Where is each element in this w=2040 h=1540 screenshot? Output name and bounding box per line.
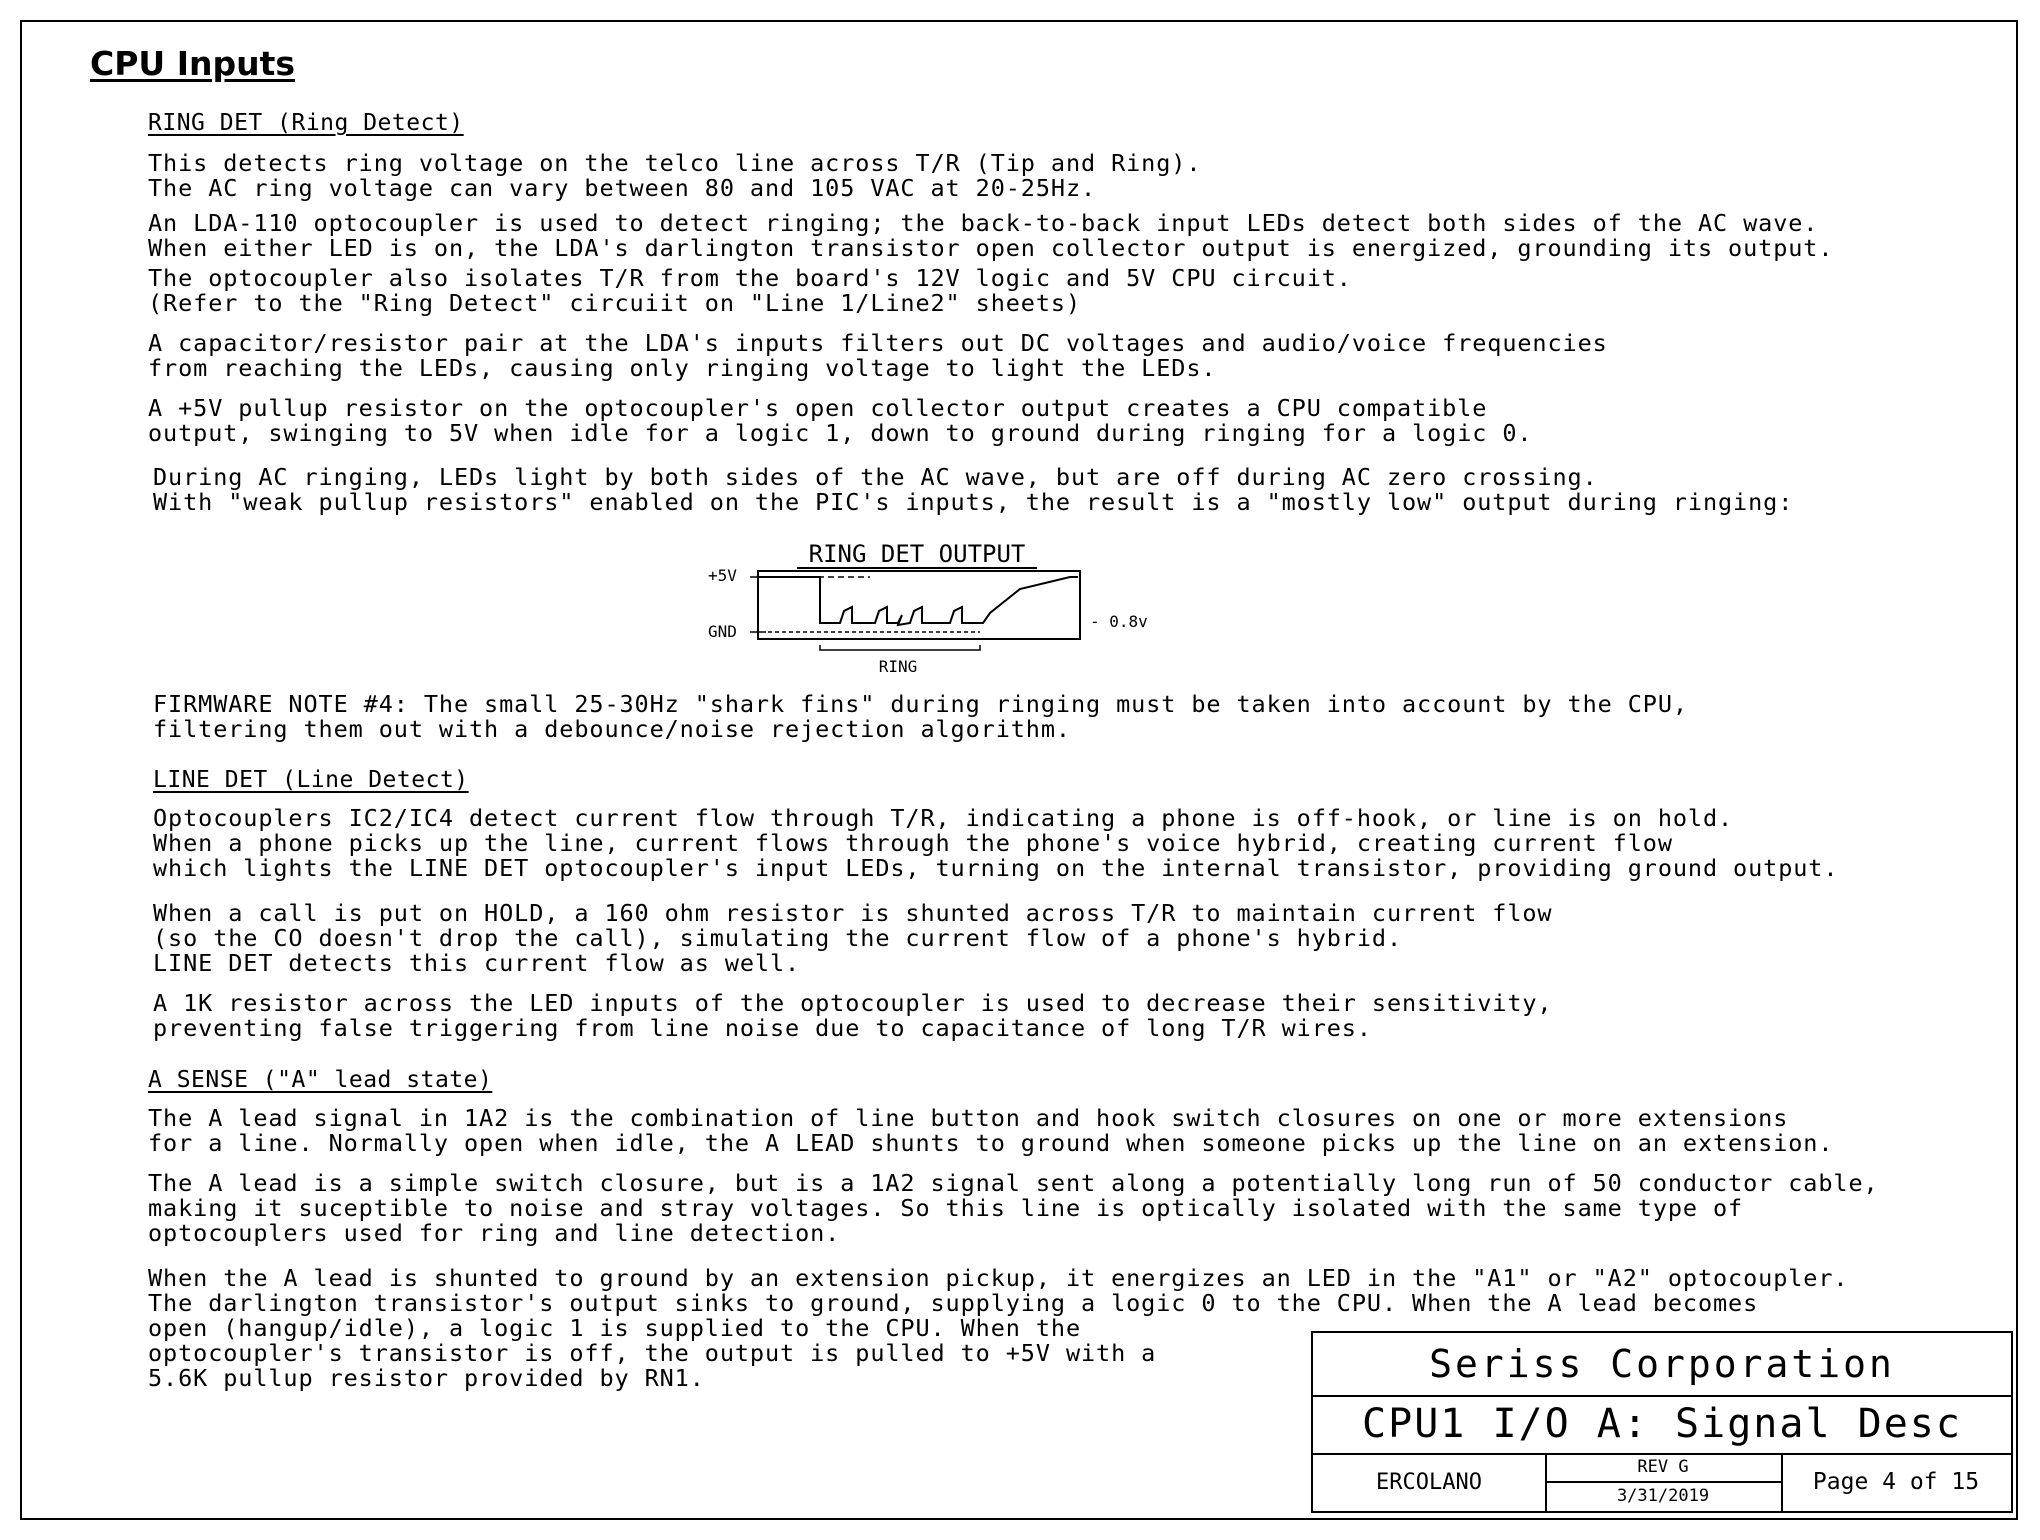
label-gnd: GND [708,622,737,641]
label-5v: +5V [708,566,737,585]
ring-det-paragraph-2: An LDA-110 optocoupler is used to detect ringing; the back-to-back input LEDs detect both sides of the AC wave. When either LED is on, the LDA's darlington transistor open collector output is energized, grounding its output. [148,209,1834,262]
section-heading-a-sense: A SENSE ("A" lead state) [148,1067,493,1093]
ring-output-waveform [758,577,1078,625]
label-ring: RING [878,657,918,676]
a-sense-paragraph-2: The A lead is a simple switch closure, but is a 1A2 signal sent along a potentially long run of 50 conductor cable, making it suceptible to noise and stray voltages. So this line is optically isolated with the same type of optocouplers used for ring and line detection. [148,1169,1879,1247]
ring-duration-bracket [820,645,980,650]
section-heading-ring-det: RING DET (Ring Detect) [148,110,464,136]
sheet-title: CPU1 I/O A: Signal Desc [1313,1395,2011,1455]
revision-date: 3/31/2019 [1545,1481,1783,1511]
title-block-footer [1313,1453,2011,1511]
ring-det-paragraph-1: This detects ring voltage on the telco line across T/R (Tip and Ring). The AC ring voltage can vary between 80 and 105 VAC at 20-25Hz. [148,149,1202,202]
ring-det-output-diagram [700,535,1180,680]
ring-det-paragraph-4: A capacitor/resistor pair at the LDA's inputs filters out DC voltages and audio/voice frequencies from reaching the LEDs, causing only ringing voltage to light the LEDs. [148,329,1608,382]
line-det-paragraph-3: A 1K resistor across the LED inputs of the optocoupler is used to decrease their sensitivity, preventing false triggering from line noise due to capacitance of long T/R wires. [153,989,1553,1042]
line-det-paragraph-1: Optocouplers IC2/IC4 detect current flow through T/R, indicating a phone is off-hook, or line is on hold. When a phone picks up the line, current flows through the phone's voice hybrid, creating current flow which lights the LINE DET optocoupler's input LEDs, turning on the internal transistor, providing ground output. [153,804,1839,882]
ring-det-paragraph-5: A +5V pullup resistor on the optocoupler's open collector output creates a CPU compatible output, swinging to 5V when idle for a logic 1, down to ground during ringing for a logic 0. [148,394,1533,447]
page-number: Page 4 of 15 [1812,1469,1980,1495]
a-sense-paragraph-3: When the A lead is shunted to ground by an extension pickup, it energizes an LED in the "A1" or "A2" optocoupler. The darlington transistor's output sinks to ground, supplying a logic 0 to the CPU. When the A lead becomes open (hangup/idle), a logic 1 is supplied to the CPU. When the optocoupler's transistor is off, the output is pulled to +5V with a 5.6K pullup resistor provided by RN1. [148,1264,1849,1392]
line-det-paragraph-2: When a call is put on HOLD, a 160 ohm resistor is shunted across T/R to maintain current flow (so the CO doesn't drop the call), simulating the current flow of a phone's hybrid. LINE DET detects this current flow as well. [153,899,1553,977]
label-threshold: - 0.8v [1090,612,1148,631]
a-sense-paragraph-1: The A lead signal in 1A2 is the combination of line button and hook switch closures on one or more extensions for a line. Normally open when idle, the A LEAD shunts to ground when someone picks up the line on an extension. [148,1104,1834,1157]
page-title: CPU Inputs [90,44,295,83]
company-name: Seriss Corporation [1313,1333,2011,1397]
ring-det-paragraph-6: During AC ringing, LEDs light by both sides of the AC wave, but are off during AC zero crossing. With "weak pullup resistors" enabled on the PIC's inputs, the result is a "mostly low" output during ringing: [153,463,1794,516]
section-heading-line-det: LINE DET (Line Detect) [153,767,469,793]
diagram-title: RING DET OUTPUT [808,540,1026,568]
firmware-note: FIRMWARE NOTE #4: The small 25-30Hz "shark fins" during ringing must be taken into account by the CPU, filtering them out with a debounce/noise rejection algorithm. [153,690,1688,743]
revision-label: REV G [1545,1453,1783,1483]
author-name: ERCOLANO [1313,1453,1547,1511]
scope-frame [758,571,1080,639]
ring-det-paragraph-3: The optocoupler also isolates T/R from the board's 12V logic and 5V CPU circuit. (Refer to the "Ring Detect" circuiit on "Line 1/Line2" sheets) [148,264,1352,317]
title-block [1311,1331,2013,1513]
